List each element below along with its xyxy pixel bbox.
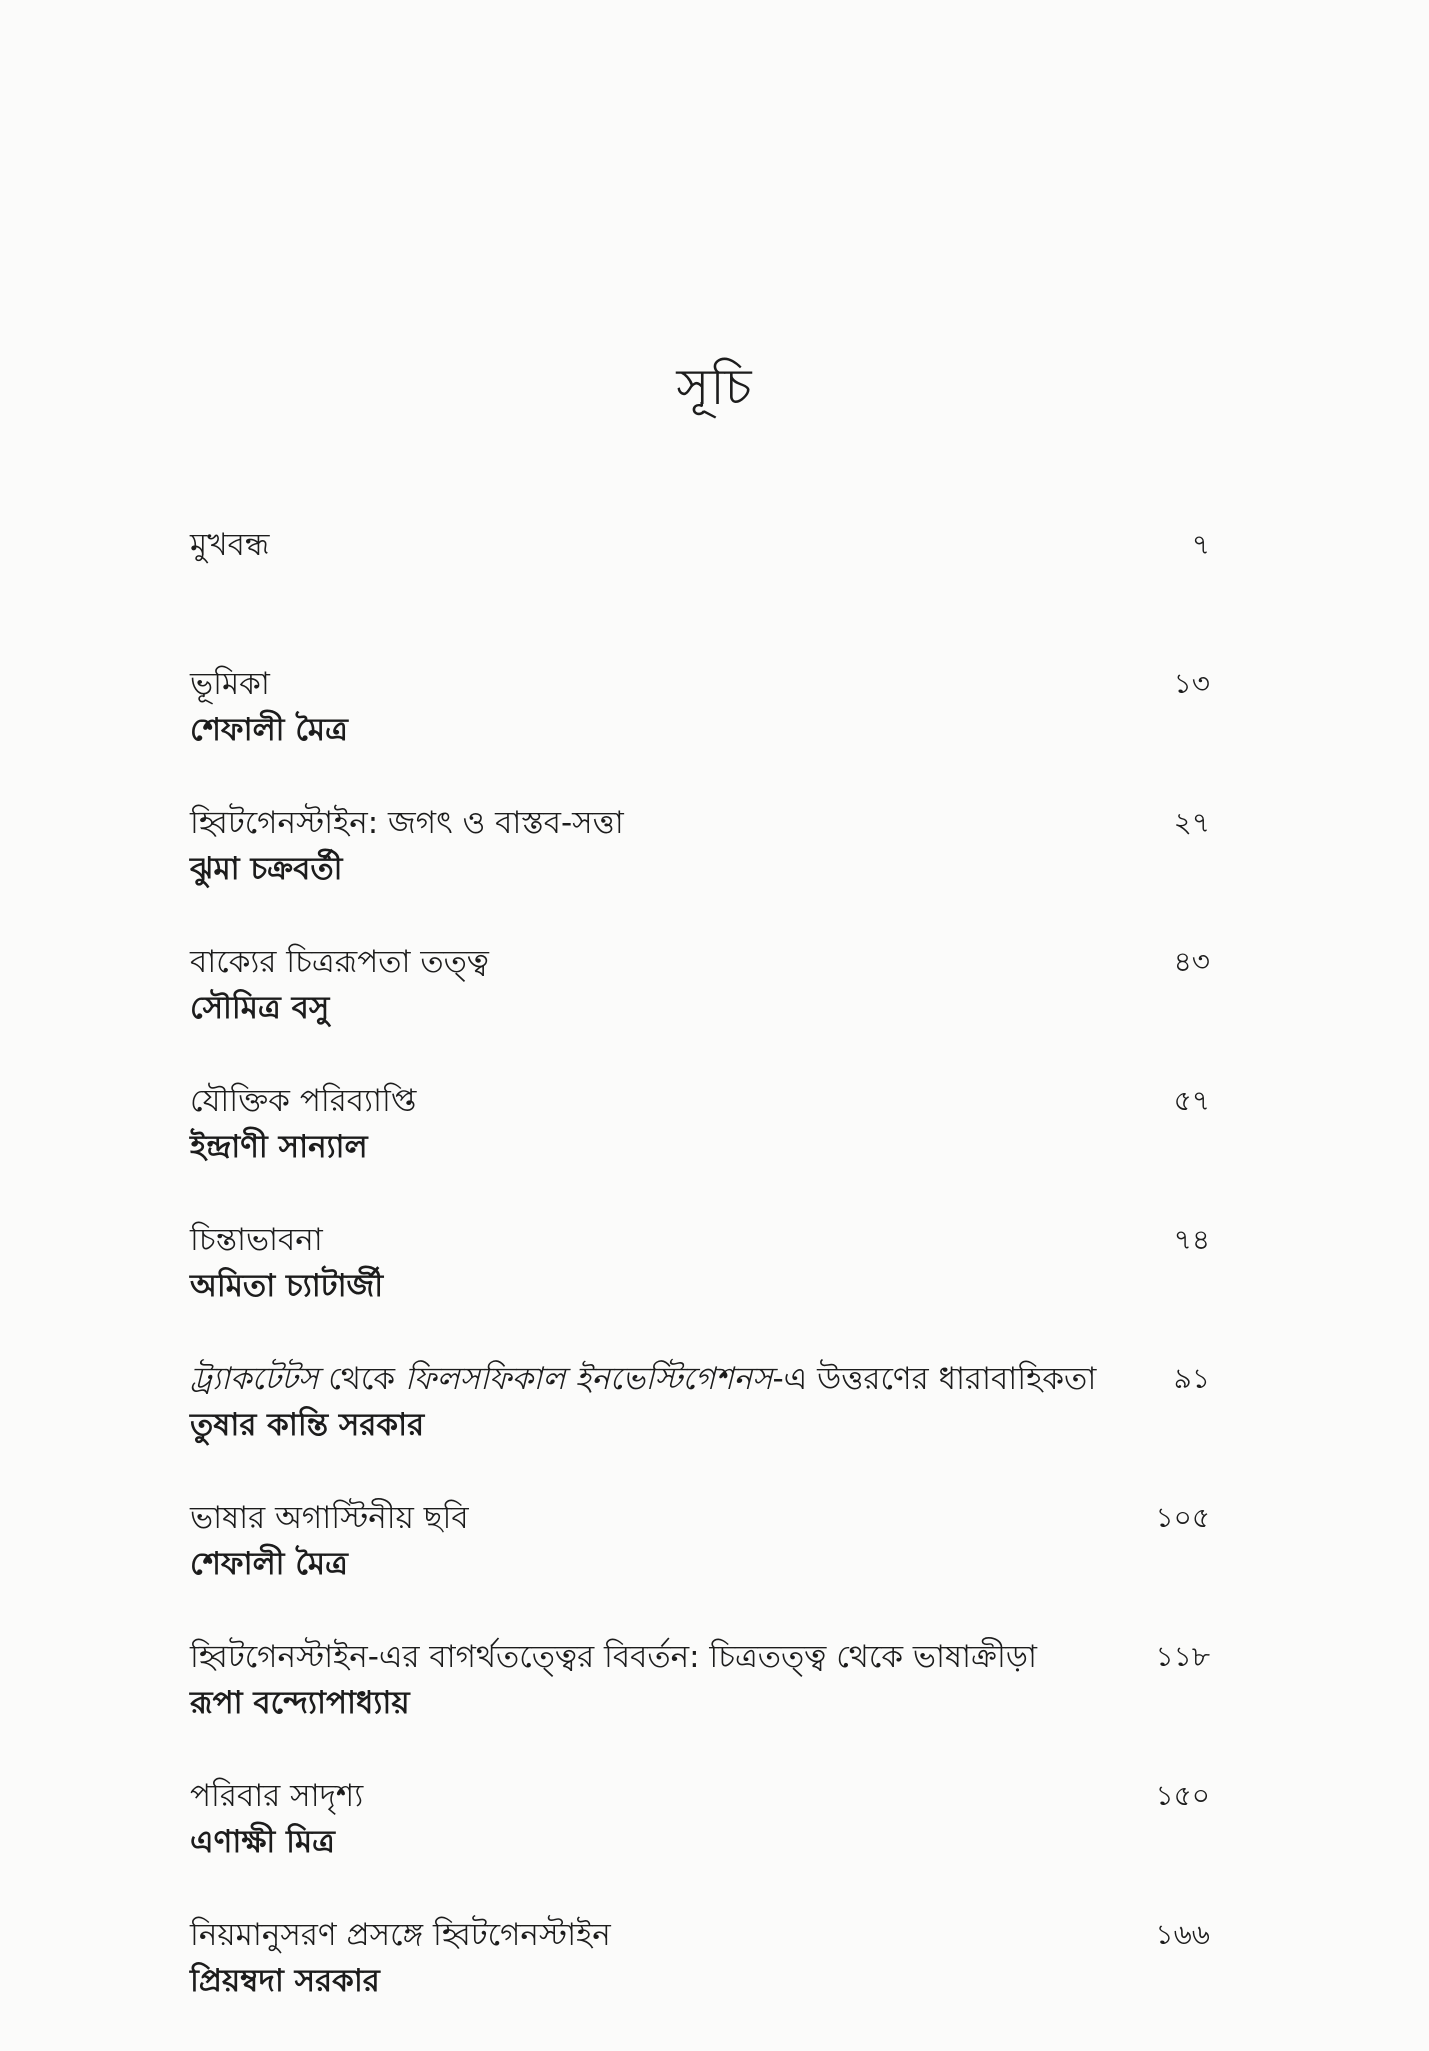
toc-entry[interactable] [190, 1078, 1210, 1217]
toc-entry[interactable] [190, 800, 1210, 939]
entry-page-number: ১০৫ [1155, 1501, 1210, 1534]
entry-title: মুখবন্ধ [190, 527, 270, 563]
table-of-contents [190, 522, 1210, 2051]
entry-title: ভাষার অগাস্টিনীয় ছবি [190, 1500, 469, 1536]
entry-page-number: ১৫০ [1155, 1779, 1210, 1812]
entry-title: ভূমিকা [190, 666, 270, 702]
entry-author: সৌমিত্র বসু [190, 990, 330, 1026]
entry-author: ইন্দ্রাণী সান্যাল [190, 1129, 368, 1165]
entry-title: হ্বিটগেনস্টাইন-এর বাগর্থতত্ত্বের বিবর্তন: চিত্রতত্ত্ব থেকে ভাষাক্রীড়া [190, 1639, 1037, 1675]
toc-entry[interactable] [190, 939, 1210, 1078]
entry-title-italic-part: ফিলসফিকাল ইনভেস্টিগেশনস [404, 1361, 773, 1397]
entry-author: ঝুমা চক্রবর্তী [190, 851, 343, 887]
toc-entry[interactable] [190, 1217, 1210, 1356]
entry-title: যৌক্তিক পরিব্যাপ্তি [190, 1083, 417, 1119]
entry-title: নিয়মানুসরণ প্রসঙ্গে হ্বিটগেনস্টাইন [190, 1917, 611, 1953]
entry-author: এণাক্ষী মিত্র [190, 1824, 335, 1860]
entry-title-part: থেকে [318, 1361, 405, 1397]
entry-author: শেফালী মৈত্র [190, 712, 348, 748]
entry-title: হ্বিটগেনস্টাইন: জগৎ ও বাস্তব-সত্তা [190, 805, 624, 841]
toc-entry[interactable] [190, 1634, 1210, 1773]
entry-page-number: ৯১ [1173, 1362, 1210, 1395]
entry-author: রূপা বন্দ্যোপাধ্যায় [190, 1685, 410, 1721]
entry-page-number: ১৬৬ [1155, 1918, 1210, 1951]
entry-author: তুষার কান্তি সরকার [190, 1407, 425, 1443]
entry-author: শেফালী মৈত্র [190, 1546, 348, 1582]
entry-author: অমিতা চ্যাটার্জী [190, 1268, 384, 1304]
toc-entry[interactable] [190, 1912, 1210, 2051]
toc-entry[interactable] [190, 1773, 1210, 1912]
entry-page-number: ৪৩ [1173, 945, 1210, 978]
entry-title-italic-part: ট্র্যাকটেটস [190, 1361, 319, 1397]
toc-entry[interactable] [190, 661, 1210, 800]
entry-title: বাক্যের চিত্ররূপতা তত্ত্ব [190, 944, 489, 980]
entry-title: চিন্তাভাবনা [190, 1222, 323, 1258]
entry-title: পরিবার সাদৃশ্য [190, 1778, 364, 1814]
toc-entry[interactable] [190, 1356, 1210, 1495]
entry-page-number: ২৭ [1173, 806, 1210, 839]
toc-entry[interactable] [190, 522, 1210, 661]
entry-page-number: ৫৭ [1173, 1084, 1210, 1117]
entry-author: প্রিয়ম্বদা সরকার [190, 1963, 380, 1999]
toc-entry[interactable] [190, 1495, 1210, 1634]
entry-page-number: ১১৮ [1155, 1640, 1210, 1673]
entry-page-number: ১৩ [1173, 667, 1210, 700]
entry-page-number: ৭৪ [1173, 1223, 1210, 1256]
entry-page-number: ৭ [1191, 528, 1210, 561]
entry-title-part: -এ উত্তরণের ধারাবাহিকতা [772, 1361, 1097, 1397]
page-title: সূচি [676, 358, 753, 416]
entry-title [190, 1356, 1210, 1402]
